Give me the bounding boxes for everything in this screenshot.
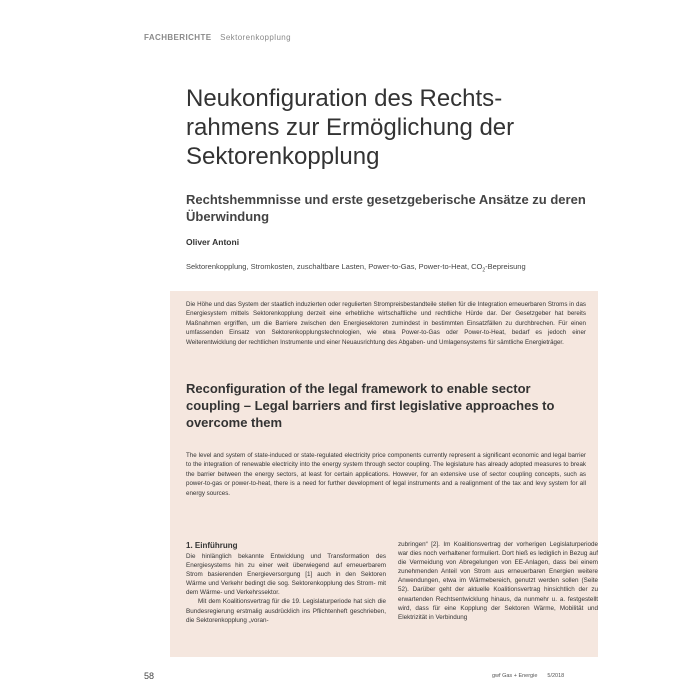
page-number: 58 bbox=[144, 671, 155, 681]
keywords-text-end: -Bepreisung bbox=[485, 262, 526, 271]
journal-footer bbox=[492, 673, 564, 679]
journal-name: gwf Gas + Energie bbox=[492, 673, 538, 679]
keywords-subscript: 2 bbox=[482, 267, 486, 274]
english-title: Reconfiguration of the legal framework to enable sector coupling – Legal barriers and first legislative approaches to overcome them bbox=[186, 381, 555, 430]
section-label: FACHBERICHTE bbox=[144, 33, 212, 42]
article-subtitle: Rechtshemmnisse und erste gesetzgeberische Ansätze zu deren Überwindung bbox=[186, 192, 586, 224]
body-paragraph: Mit dem Koalitionsvertrag für die 19. Legislaturperiode hat sich die Bundesregierung erstmalig ausdrücklich ins Pflichtenheft geschrieben, die Sektorenkopplung „voran- bbox=[186, 598, 386, 624]
body-paragraph: zubringen“ [2]. Im Koalitionsvertrag der vorherigen Legislaturperiode war dies noch verhaltener formuliert. Dort hieß es lediglich in Bezug auf die Vermeidung von Abregelungen von EE-Anlagen, dass bei einem zunehmenden Anteil von Strom aus erneuerbaren Energien weitere Anwendungen, etwa im Wärmebereich, genutzt werden sollen (Seite 52). Darüber geht der aktuelle Koalitionsvertrag hinsichtlich der zu erwartenden Rechtsentwicklung hinaus, da nunmehr u. a. festgestellt wird, dass für eine Kopplung der Sektoren Wärme, Mobilität und Elektrizität in Verbindung bbox=[398, 541, 598, 621]
keywords bbox=[186, 262, 586, 274]
author-name: Oliver Antoni bbox=[186, 237, 240, 247]
section-heading: 1. Einführung bbox=[186, 541, 238, 550]
body-column-left bbox=[186, 540, 386, 625]
body-paragraph: Die hinlänglich bekannte Entwicklung und Transformation des Energiesystems hin zu einer weit überwiegend auf erneuerbarem Strom basierenden Energieversorgung [1] auch in den Sektoren Wärme und Verkehr bedingt die sog. Sektorenkopplung des Strom- mit dem Wärme- und Verkehrssektor. bbox=[186, 553, 386, 597]
keywords-text: Sektorenkopplung, Stromkosten, zuschaltbare Lasten, Power-to-Gas, Power-to-Heat, CO bbox=[186, 262, 483, 271]
article-title: Neukonfiguration des Rechtsrahmens zur Ermöglichung der Sektorenkopplung bbox=[186, 85, 515, 170]
abstract-german: Die Höhe und das System der staatlich induzierten oder regulierten Strompreisbestandteile stellen für die Integration erneuerbaren Stroms in das Energiesystem mittels Sektorenkopplung derzeit eine erhebliche wirtschaftliche und rechtliche Hürde dar. Der Gesetzgeber hat bereits Maßnahmen ergriffen, um die Barriere zwischen den Energiesektoren zumindest in bestimmten Einsatzfällen zu durchbrechen. Für einen umfassenden Einsatz von Sektorenkopplungstechnologien, wie etwa Power-to-Gas oder Power-to-Heat, bedarf es jedoch einer Weiterentwicklung der rechtlichen Instrumente und einer Neuausrichtung des Abgaben- und Umlagensystems für sämtliche Energieträger. bbox=[186, 301, 586, 346]
issue-number: 5/2018 bbox=[547, 673, 565, 679]
body-column-right bbox=[398, 540, 598, 622]
subsection-label: Sektorenkopplung bbox=[220, 33, 291, 42]
abstract-english: The level and system of state-induced or state-regulated electricity price components currently represent a significant economic and legal barrier to the integration of renewable electricity into the energy system through sector coupling. The legislature has already adopted measures to break the barrier between the energy sectors, at least for certain applications. However, for an extensive use of sector coupling concepts, such as power-to-gas or power-to-heat, there is a need for further development of legal instruments and a realignment of the tax and levy system for all energy sources. bbox=[186, 452, 586, 497]
running-header bbox=[144, 33, 291, 42]
